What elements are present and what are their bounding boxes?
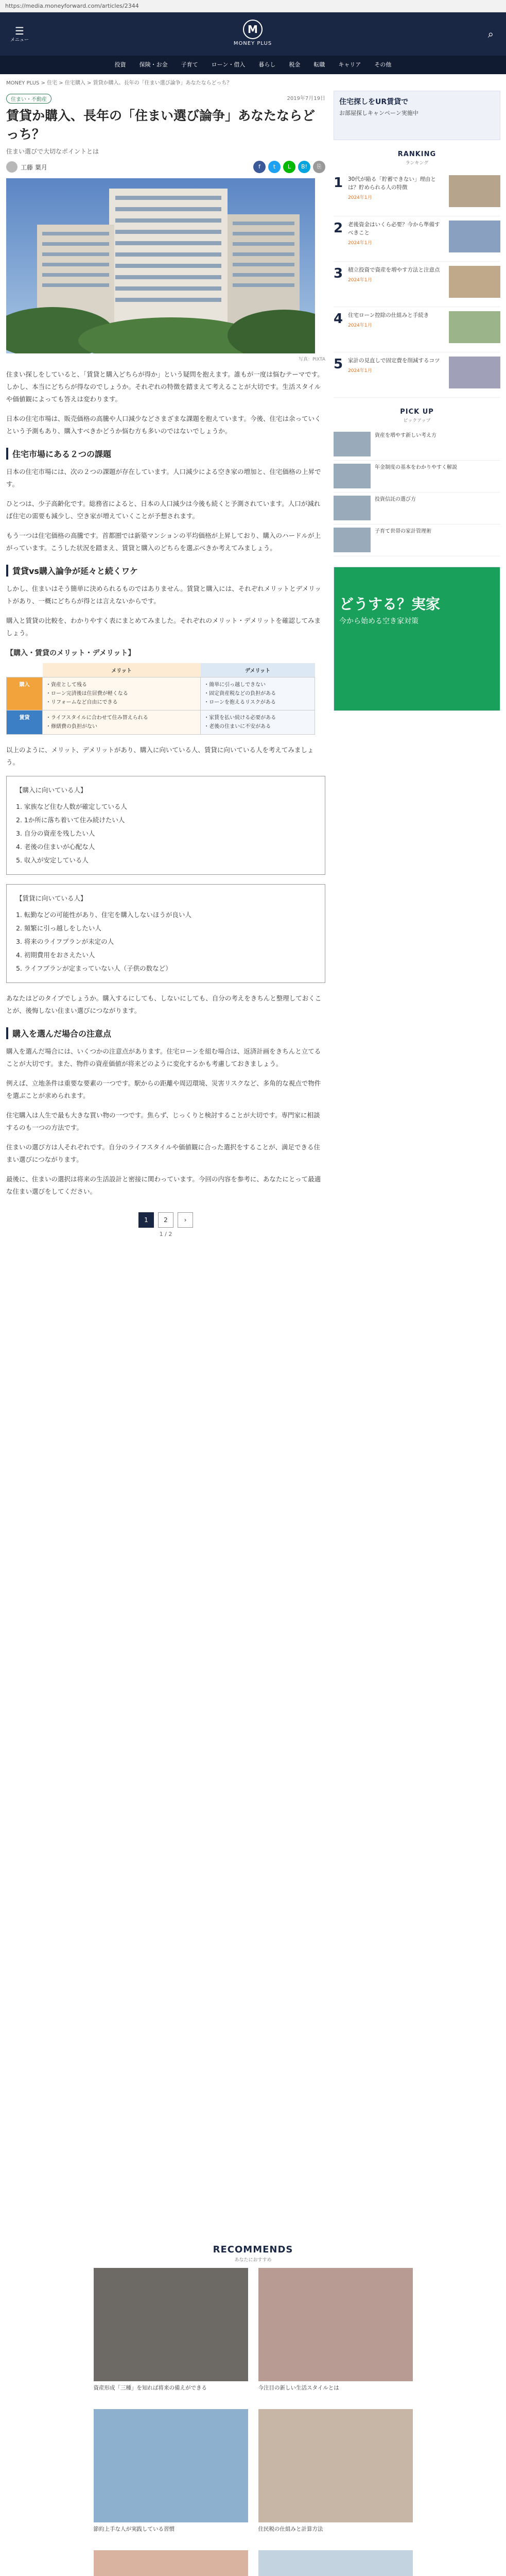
url-text: https://media.moneyforward.com/articles/2344 xyxy=(5,3,139,9)
paragraph: 最後に、住まいの選択は将来の生活設計と密接に関わっています。今回の内容を参考に、あなたにとって最適な住まい選びをしてください。 xyxy=(6,1175,321,1195)
list-item: 5. 収入が安定している人 xyxy=(16,856,89,864)
next-page-button[interactable]: › xyxy=(178,1212,193,1228)
recommend-section xyxy=(0,2234,506,2576)
article-date: 2019年7月19日 xyxy=(287,96,325,101)
list-item: 4. 老後の住まいが心配な人 xyxy=(16,843,95,851)
browser-url-bar[interactable] xyxy=(0,0,506,12)
recommend-image xyxy=(94,2268,248,2381)
list-heading: 【購入に向いている人】 xyxy=(16,786,87,794)
section-heading: 住宅市場にある２つの課題 xyxy=(6,448,325,460)
site-logo[interactable] xyxy=(227,20,278,46)
list-item: 2. 頻繁に引っ越しをしたい人 xyxy=(16,924,101,932)
pickup-title: 子育て世帯の家計管理術 xyxy=(375,529,431,534)
article-subtitle: 住まい選びで大切なポイントとは xyxy=(6,148,99,155)
rank-text-block xyxy=(348,221,445,257)
line-icon[interactable]: L xyxy=(283,161,295,173)
recommend-grid xyxy=(94,2268,413,2576)
ranking-item[interactable] xyxy=(334,307,500,352)
facebook-icon[interactable]: f xyxy=(253,161,266,173)
row-label: 購入 xyxy=(7,677,43,710)
table-row xyxy=(7,710,315,735)
rank-text-block xyxy=(348,266,445,302)
nav-item[interactable]: ローン・借入 xyxy=(211,61,246,68)
rank-number: 1 xyxy=(334,175,343,191)
nav-item[interactable]: 税金 xyxy=(289,61,301,68)
rank-date: 2024年1月 xyxy=(348,368,372,374)
rank-title: 30代が陥る「貯蓄できない」理由とは？貯められる人の特徴 xyxy=(348,176,436,191)
author-name: 工藤 葉月 xyxy=(21,163,47,171)
nav-item[interactable]: その他 xyxy=(374,61,392,68)
subsection-heading: 【購入・賃貸のメリット・デメリット】 xyxy=(6,649,135,657)
rank-thumbnail xyxy=(449,266,500,298)
list-item: 1. 転勤などの可能性があり、住宅を購入しないほうが良い人 xyxy=(16,911,191,919)
ad-title: 住宅探しをUR賃貸で xyxy=(339,98,409,106)
pickup-title: PICK UP xyxy=(400,408,434,416)
image-caption: 写真：PIXTA xyxy=(298,357,325,362)
ranking-subtitle: ランキング xyxy=(405,161,429,166)
paragraph: 住宅購入は人生で最も大きな買い物の一つです。焦らず、じっくりと検討することが大切です。専門家に相談するのも一つの方法です。 xyxy=(6,1111,320,1131)
ranking-list xyxy=(334,171,500,398)
paragraph: 住まいの選び方は人それぞれです。自分のライフスタイルや価値観に合った選択をすることが、満足できる住まい選びにつながります。 xyxy=(6,1143,321,1163)
page-2-button[interactable]: 2 xyxy=(158,1212,173,1228)
rank-title: 家計の見直しで固定費を削減するコツ xyxy=(348,358,440,364)
recommend-card[interactable] xyxy=(94,2409,248,2543)
paragraph: 日本の住宅市場は、販売価格の高騰や人口減少などさまざまな課題を抱えています。今後、住宅は余っていくという予測もあり、購入すべきかどうか悩む方も多いのではないでしょうか。 xyxy=(6,415,321,435)
rank-date: 2024年1月 xyxy=(348,278,372,283)
recommend-card[interactable] xyxy=(258,2409,413,2543)
rank-thumbnail xyxy=(449,357,500,388)
twitter-icon[interactable]: t xyxy=(268,161,281,173)
list-heading: 【賃貸に向いている人】 xyxy=(16,894,87,902)
nav-item[interactable]: 暮らし xyxy=(258,61,276,68)
paragraph: 住まい探しをしていると、「賃貸と購入どちらが得か」という疑問を抱えます。誰もが一度は悩むテーマです。しかし、本当にどちらが得なのでしょうか。それぞれの特徴を踏まえて考えることが大切です。生活スタイルや価値観によっても答えは変わります。 xyxy=(6,370,324,403)
recommend-card[interactable] xyxy=(258,2550,413,2576)
paragraph: 日本の住宅市場には、次の２つの課題が存在しています。人口減少による空き家の増加と、住宅価格の上昇です。 xyxy=(6,468,321,488)
hatena-icon[interactable]: B! xyxy=(298,161,310,173)
section-heading: 賃貸vs購入論争が延々と続くワケ xyxy=(6,565,325,577)
table-cell: ・資産として残る ・ローン完済後は住居費が軽くなる ・リフォームなど自由にできる xyxy=(43,677,201,710)
recommend-subtitle: あなたにおすすめ xyxy=(234,2258,272,2263)
row-label: 賃貸 xyxy=(7,710,43,735)
rank-title: 老後資金はいくら必要？今から準備すべきこと xyxy=(348,222,440,236)
rank-number: 2 xyxy=(334,221,343,236)
rank-number: 4 xyxy=(334,311,343,327)
pickup-item[interactable] xyxy=(334,461,500,493)
table-cell: ・家賃を払い続ける必要がある ・老後の住まいに不安がある xyxy=(201,710,315,735)
ranking-item[interactable] xyxy=(334,171,500,216)
list-item: 5. ライフプランが定まっていない人（子供の数など） xyxy=(16,964,172,972)
menu-label: メニュー xyxy=(10,38,29,43)
paragraph: 購入を選んだ場合には、いくつかの注意点があります。住宅ローンを組む場合は、返済計画をきちんと立てることが大切です。また、物件の資産価値が将来どのように変化するかも考慮しておきましょう。 xyxy=(6,1047,321,1067)
pickup-title: 年金制度の基本をわかりやすく解説 xyxy=(375,465,457,470)
paragraph: しかし、住まいはそう簡単に決められるものではありません。賃貸と購入には、それぞれメリットとデメリットがあり、一概にどちらが得とは言えないからです。 xyxy=(6,585,321,605)
pickup-thumbnail xyxy=(334,496,371,520)
comparison-table xyxy=(6,663,315,735)
pickup-title: 資産を増やす新しい考え方 xyxy=(375,433,437,438)
pickup-thumbnail xyxy=(334,464,371,488)
section-heading: 購入を選んだ場合の注意点 xyxy=(6,1027,325,1039)
ad-body: お部屋探しキャンペーン実施中 xyxy=(339,110,418,116)
recommend-image xyxy=(258,2268,413,2381)
recommend-image xyxy=(94,2550,248,2576)
table-cell: ・ライフスタイルに合わせて住み替えられる ・修繕費の負担がない xyxy=(43,710,201,735)
pickup-thumbnail xyxy=(334,432,371,456)
nav-item[interactable]: 子育て xyxy=(181,61,198,68)
renter-list xyxy=(6,884,325,983)
hamburger-icon: ☰ xyxy=(15,25,24,37)
author[interactable] xyxy=(6,161,47,173)
list-item: 3. 将来のライフプランが未定の人 xyxy=(16,938,114,945)
rank-text-block xyxy=(348,175,445,212)
apartment-building-illustration xyxy=(6,178,315,353)
paragraph: ひとつは、少子高齢化です。総務省によると、日本の人口減少は今後も続くと予測されています。人口が減れば住宅の需要も減少し、空き家が増えていくことが予想されます。 xyxy=(6,500,321,520)
rank-number: 5 xyxy=(334,357,343,372)
link-icon[interactable]: ⎘ xyxy=(313,161,325,173)
recommend-title: 住民税の仕組みと計算方法 xyxy=(258,2526,323,2532)
article-title: 賃貸か購入、長年の「住まい選び論争」あなたならどっち？ xyxy=(6,108,316,142)
pickup-item[interactable] xyxy=(334,493,500,524)
recommend-card[interactable] xyxy=(94,2268,248,2402)
list-item: 3. 自分の資産を残したい人 xyxy=(16,829,95,837)
recommend-title: 節約上手な人が実践している習慣 xyxy=(93,2526,175,2532)
recommend-title: RECOMMENDS xyxy=(213,2244,293,2255)
pickup-item[interactable] xyxy=(334,524,500,556)
logo-mark: M xyxy=(243,20,263,39)
pickup-subtitle: ピックアップ xyxy=(403,418,431,423)
recommend-image xyxy=(258,2409,413,2522)
pickup-title: 投資信託の選び方 xyxy=(375,497,416,502)
rank-number: 3 xyxy=(334,266,343,281)
rank-text-block xyxy=(348,357,445,393)
nav-item[interactable]: キャリア xyxy=(338,61,361,68)
rank-text-block xyxy=(348,311,445,348)
ranking-title: RANKING xyxy=(397,150,437,158)
hero-image xyxy=(6,178,315,353)
paragraph: 購入と賃貸の比較を、わかりやすく表にまとめてみました。それぞれのメリット・デメリットを確認してみましょう。 xyxy=(6,617,321,637)
page-indicator: 1 / 2 xyxy=(159,1231,172,1238)
list-item: 1. 家族など住む人数が確定している人 xyxy=(16,803,127,810)
rank-title: 積立投資で資産を増やす方法と注意点 xyxy=(348,267,440,273)
nav-item[interactable]: 転職 xyxy=(313,61,325,68)
table-cell: ・簡単に引っ越しできない ・固定資産税などの負担がある ・ローンを抱えるリスクがある xyxy=(201,677,315,710)
recommend-card[interactable] xyxy=(258,2268,413,2402)
menu-button[interactable] xyxy=(9,26,30,43)
pickup-item[interactable] xyxy=(334,429,500,461)
sidebar xyxy=(334,91,500,718)
paragraph: もう一つは住宅価格の高騰です。首都圏では新築マンションの平均価格が上昇しており、購入のハードルが上がっています。こうした状況を踏まえ、賃貸と購入のどちらを選ぶべきか考えてみましょう。 xyxy=(6,532,321,552)
rank-thumbnail xyxy=(449,221,500,252)
pickup-list xyxy=(334,429,500,556)
ranking-item[interactable] xyxy=(334,216,500,262)
logo-text: MONEY PLUS xyxy=(233,41,272,46)
category-nav xyxy=(0,56,506,74)
ranking-item[interactable] xyxy=(334,262,500,307)
rank-date: 2024年1月 xyxy=(348,195,372,200)
nav-item[interactable]: 保険・お金 xyxy=(139,61,168,68)
article-main xyxy=(6,91,325,1244)
recommend-title: 今注目の新しい生活スタイルとは xyxy=(258,2385,339,2391)
table-row xyxy=(7,677,315,710)
table-header: デメリット xyxy=(201,663,315,677)
table-header xyxy=(7,663,43,677)
nav-item[interactable]: 投資 xyxy=(114,61,126,68)
paragraph: あなたはどのタイプでしょうか。購入するにしても、しないにしても、自分の考えをきちんと整理しておくことが、後悔しない住まい選びにつながります。 xyxy=(6,994,322,1014)
pickup-thumbnail xyxy=(334,528,371,552)
buyer-list xyxy=(6,776,325,875)
breadcrumb: MONEY PLUS > 住宅 > 住宅購入 > 賃貸か購入、長年の「住まい選び論争」あなたならどっち？ xyxy=(6,80,232,86)
rank-title: 住宅ローン控除の仕組みと手続き xyxy=(348,312,429,318)
recommend-title: 資産形成「三種」を知れば将来の備えができる xyxy=(93,2385,207,2391)
category-tag[interactable]: 住まい・不動産 xyxy=(6,94,51,104)
rank-date: 2024年1月 xyxy=(348,241,372,246)
site-header xyxy=(0,12,506,56)
avatar xyxy=(6,161,18,173)
ranking-item[interactable] xyxy=(334,352,500,398)
pagination xyxy=(6,1212,325,1228)
recommend-card[interactable] xyxy=(94,2550,248,2576)
rank-thumbnail xyxy=(449,175,500,207)
recommend-image xyxy=(94,2409,248,2522)
list-item: 2. 1か所に落ち着いて住み続けたい人 xyxy=(16,816,125,824)
table-header: メリット xyxy=(43,663,201,677)
rank-thumbnail xyxy=(449,311,500,343)
paragraph: 以上のように、メリット、デメリットがあり、購入に向いている人、賃貸に向いている人を考えてみましょう。 xyxy=(6,746,314,766)
paragraph: 例えば、立地条件は重要な要素の一つです。駅からの距離や周辺環境、災害リスクなど、多角的な視点で物件を選ぶことが求められます。 xyxy=(6,1079,321,1099)
rank-date: 2024年1月 xyxy=(348,323,372,328)
ad-body: 今から始める空き家対策 xyxy=(339,617,418,625)
list-item: 4. 初期費用をおさえたい人 xyxy=(16,951,95,959)
recommend-image xyxy=(258,2550,413,2576)
page-1-button[interactable]: 1 xyxy=(138,1212,154,1228)
ad-banner-akiya[interactable] xyxy=(334,567,500,711)
share-buttons xyxy=(253,161,325,173)
search-icon[interactable]: ⌕ xyxy=(487,28,494,40)
ad-title: どうする？実家 xyxy=(339,596,441,613)
ad-banner-ur[interactable] xyxy=(334,91,500,140)
